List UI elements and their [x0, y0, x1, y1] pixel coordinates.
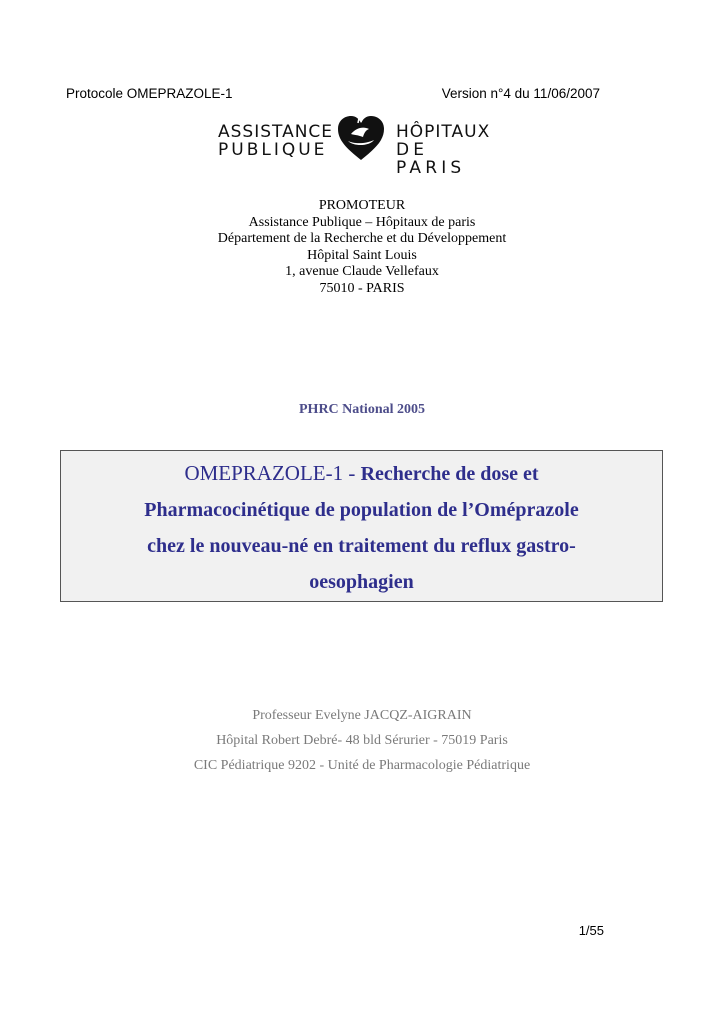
promoter-block	[0, 198, 724, 297]
document-title	[61, 455, 662, 600]
promoter-heading: PROMOTEUR	[318, 198, 406, 213]
author-unit: CIC Pédiatrique 9202 - Unité de Pharmacologie Pédiatrique	[193, 758, 531, 773]
title-line-4: oesophagien	[309, 571, 414, 593]
author-name: Professeur Evelyne JACQZ-AIGRAIN	[252, 708, 472, 723]
title-line-1: Recherche de dose et	[360, 463, 539, 485]
title-line-2: Pharmacocinétique de population de l’Oméprazole	[144, 499, 579, 521]
heart-ship-emblem-icon	[336, 114, 386, 164]
author-block	[0, 703, 724, 778]
program-label: PHRC National 2005	[299, 402, 425, 417]
logo-word-publique: PUBLIQUE	[218, 140, 328, 160]
title-lead: OMEPRAZOLE-1 -	[184, 461, 361, 485]
author-address: Hôpital Robert Debré- 48 bld Sérurier - 75019 Paris	[216, 733, 508, 748]
title-box	[60, 450, 663, 602]
page-number: 1/55	[578, 923, 604, 938]
promoter-line: Département de la Recherche et du Développement	[217, 231, 507, 246]
aphp-logo	[218, 114, 498, 178]
promoter-line: Hôpital Saint Louis	[307, 247, 417, 263]
logo-word-de-paris: DE PARIS	[396, 140, 466, 178]
promoter-line: Assistance Publique – Hôpitaux de paris	[248, 214, 476, 230]
promoter-line: 75010 - PARIS	[319, 280, 405, 296]
logo-word-hopitaux: HÔPITAUX	[396, 122, 491, 142]
logo-word-assistance: ASSISTANCE	[218, 122, 334, 142]
header-protocol: Protocole OMEPRAZOLE-1	[66, 86, 233, 101]
promoter-line: 1, avenue Claude Vellefaux	[285, 264, 439, 279]
header-version: Version n°4 du 11/06/2007	[441, 86, 600, 101]
title-line-3: chez le nouveau-né en traitement du reflux gastro-	[147, 535, 576, 557]
